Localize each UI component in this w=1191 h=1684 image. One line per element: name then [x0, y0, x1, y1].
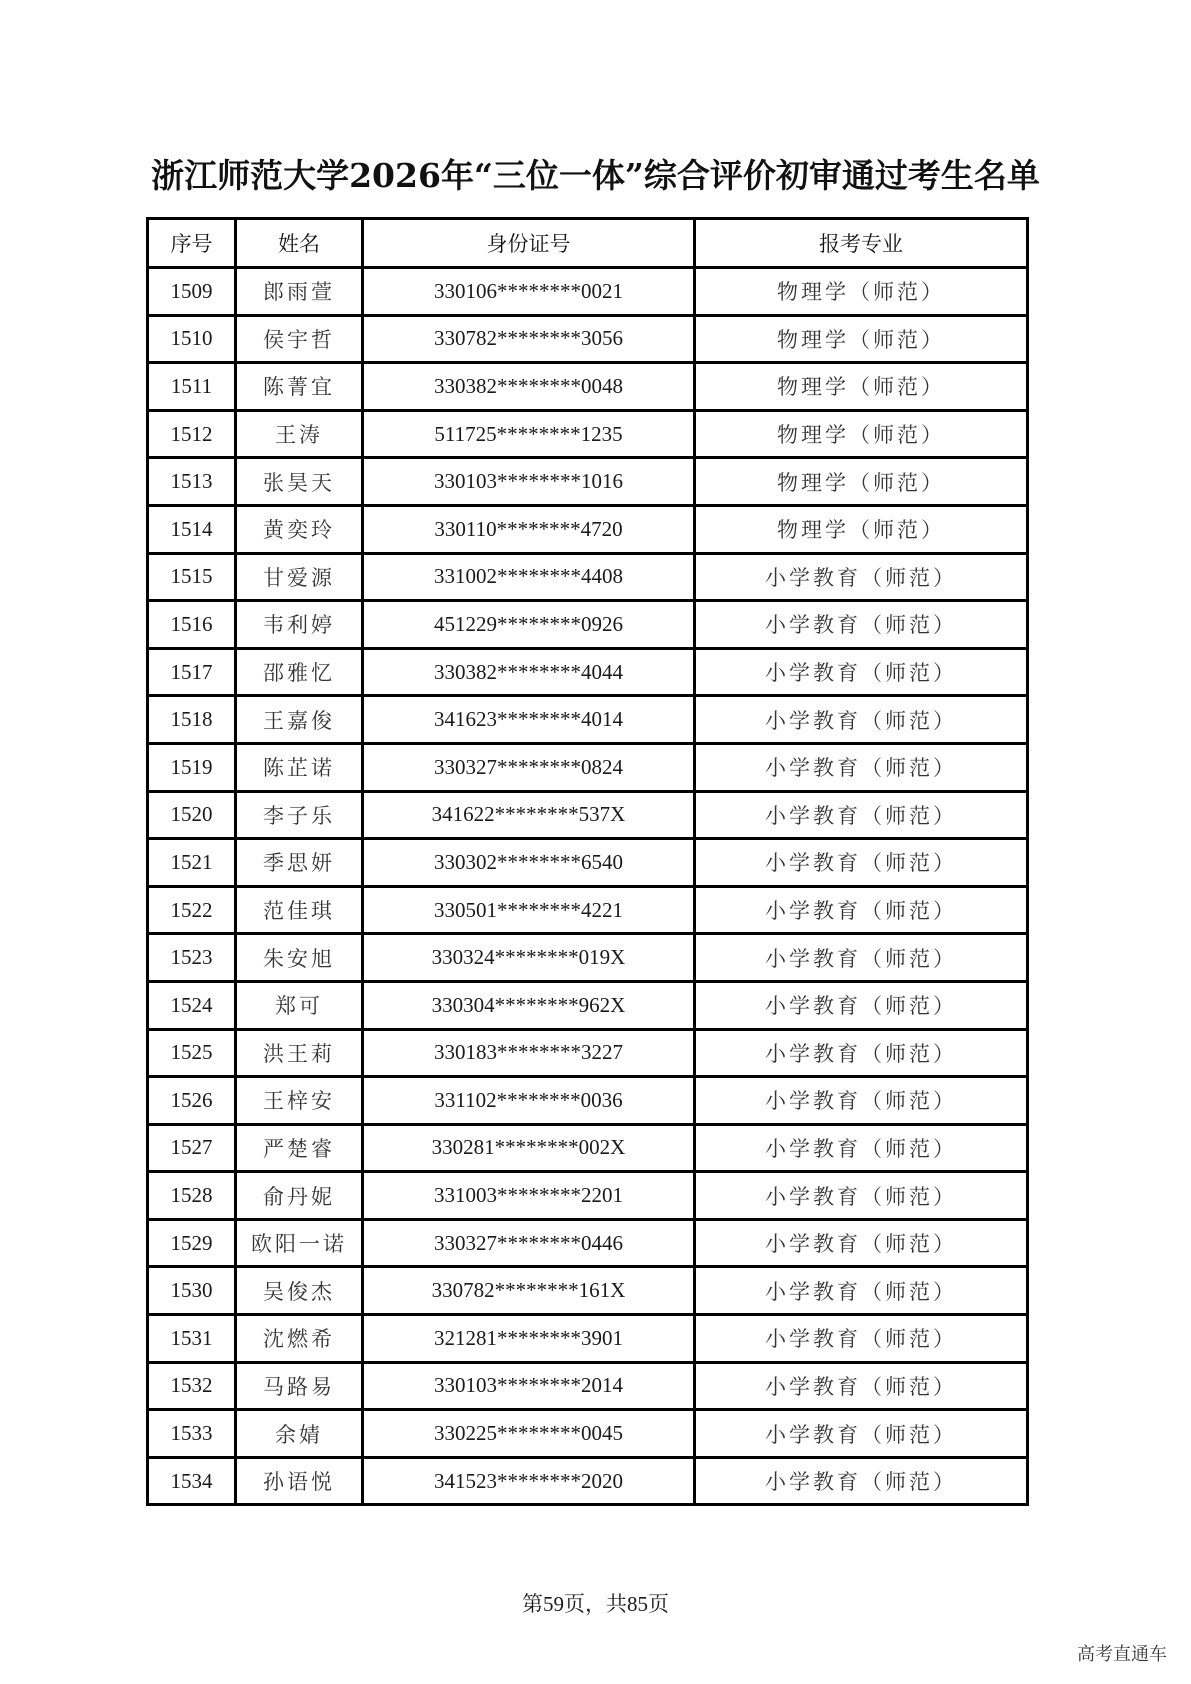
- row-seq: 1517: [148, 648, 236, 696]
- row-seq: 1527: [148, 1124, 236, 1172]
- header-name: 姓名: [236, 219, 363, 268]
- row-major: 小学教育（师范）: [695, 839, 1028, 887]
- table-row: [148, 791, 1028, 839]
- row-name: 侯宇哲: [236, 315, 363, 363]
- table-row: [148, 363, 1028, 411]
- row-id-number: 330782********161X: [363, 1267, 695, 1315]
- row-seq: 1523: [148, 934, 236, 982]
- table-row: [148, 648, 1028, 696]
- row-seq: 1516: [148, 601, 236, 649]
- row-major: 小学教育（师范）: [695, 696, 1028, 744]
- row-id-number: 330304********962X: [363, 981, 695, 1029]
- row-seq: 1521: [148, 839, 236, 887]
- row-id-number: 330327********0824: [363, 743, 695, 791]
- row-major: 小学教育（师范）: [695, 1172, 1028, 1220]
- table-row: [148, 1029, 1028, 1077]
- row-name: 郑可: [236, 981, 363, 1029]
- row-id-number: 330183********3227: [363, 1029, 695, 1077]
- row-name: 孙语悦: [236, 1457, 363, 1505]
- row-major: 物理学（师范）: [695, 268, 1028, 316]
- document-title: 浙江师范大学2026年“三位一体”综合评价初审通过考生名单: [151, 156, 1040, 195]
- row-name: 陈芷诺: [236, 743, 363, 791]
- row-id-number: 330281********002X: [363, 1124, 695, 1172]
- row-id-number: 330106********0021: [363, 268, 695, 316]
- row-major: 小学教育（师范）: [695, 648, 1028, 696]
- table-row: [148, 268, 1028, 316]
- row-major: 物理学（师范）: [695, 458, 1028, 506]
- table-row: [148, 553, 1028, 601]
- row-name: 黄奕玲: [236, 505, 363, 553]
- row-name: 沈燃希: [236, 1315, 363, 1363]
- table-row: [148, 696, 1028, 744]
- header-id: 身份证号: [363, 219, 695, 268]
- row-seq: 1532: [148, 1362, 236, 1410]
- row-name: 余婧: [236, 1410, 363, 1458]
- row-id-number: 511725********1235: [363, 410, 695, 458]
- row-major: 物理学（师范）: [695, 363, 1028, 411]
- table-row: [148, 1457, 1028, 1505]
- row-seq: 1520: [148, 791, 236, 839]
- row-name: 季思妍: [236, 839, 363, 887]
- table-row: [148, 1410, 1028, 1458]
- table-row: [148, 839, 1028, 887]
- row-id-number: 341523********2020: [363, 1457, 695, 1505]
- table-row: [148, 505, 1028, 553]
- table-row: [148, 886, 1028, 934]
- table-body: [148, 268, 1028, 1505]
- row-major: 小学教育（师范）: [695, 743, 1028, 791]
- row-id-number: 330382********0048: [363, 363, 695, 411]
- watermark: 高考直通车: [1077, 1644, 1167, 1665]
- row-id-number: 451229********0926: [363, 601, 695, 649]
- page-number: 第59页，共85页: [522, 1592, 669, 1616]
- table-row: [148, 934, 1028, 982]
- table-row: [148, 1077, 1028, 1125]
- row-seq: 1526: [148, 1077, 236, 1125]
- row-name: 欧阳一诺: [236, 1219, 363, 1267]
- table-row: [148, 981, 1028, 1029]
- row-name: 陈菁宜: [236, 363, 363, 411]
- row-major: 物理学（师范）: [695, 410, 1028, 458]
- row-major: 小学教育（师范）: [695, 1315, 1028, 1363]
- row-id-number: 331002********4408: [363, 553, 695, 601]
- table-row: [148, 1219, 1028, 1267]
- row-name: 甘爱源: [236, 553, 363, 601]
- table-header-row: [148, 219, 1028, 268]
- row-seq: 1519: [148, 743, 236, 791]
- row-name: 韦利婷: [236, 601, 363, 649]
- row-id-number: 330103********1016: [363, 458, 695, 506]
- row-seq: 1522: [148, 886, 236, 934]
- row-seq: 1534: [148, 1457, 236, 1505]
- row-seq: 1511: [148, 363, 236, 411]
- table-row: [148, 1362, 1028, 1410]
- row-major: 小学教育（师范）: [695, 1410, 1028, 1458]
- row-id-number: 330103********2014: [363, 1362, 695, 1410]
- row-seq: 1525: [148, 1029, 236, 1077]
- row-id-number: 330782********3056: [363, 315, 695, 363]
- row-id-number: 330327********0446: [363, 1219, 695, 1267]
- row-id-number: 330110********4720: [363, 505, 695, 553]
- row-name: 郎雨萱: [236, 268, 363, 316]
- row-major: 小学教育（师范）: [695, 886, 1028, 934]
- row-id-number: 330501********4221: [363, 886, 695, 934]
- row-id-number: 331102********0036: [363, 1077, 695, 1125]
- row-name: 吴俊杰: [236, 1267, 363, 1315]
- row-id-number: 341623********4014: [363, 696, 695, 744]
- row-id-number: 330382********4044: [363, 648, 695, 696]
- row-seq: 1533: [148, 1410, 236, 1458]
- row-name: 俞丹妮: [236, 1172, 363, 1220]
- row-major: 小学教育（师范）: [695, 1362, 1028, 1410]
- table-row: [148, 1267, 1028, 1315]
- row-seq: 1530: [148, 1267, 236, 1315]
- row-seq: 1529: [148, 1219, 236, 1267]
- row-major: 小学教育（师范）: [695, 1029, 1028, 1077]
- row-name: 王涛: [236, 410, 363, 458]
- row-seq: 1515: [148, 553, 236, 601]
- row-major: 小学教育（师范）: [695, 1077, 1028, 1125]
- row-id-number: 330225********0045: [363, 1410, 695, 1458]
- row-seq: 1531: [148, 1315, 236, 1363]
- row-name: 范佳琪: [236, 886, 363, 934]
- table-row: [148, 743, 1028, 791]
- row-name: 王嘉俊: [236, 696, 363, 744]
- row-name: 李子乐: [236, 791, 363, 839]
- table-row: [148, 315, 1028, 363]
- row-seq: 1509: [148, 268, 236, 316]
- row-name: 邵雅忆: [236, 648, 363, 696]
- table-row: [148, 458, 1028, 506]
- row-id-number: 331003********2201: [363, 1172, 695, 1220]
- row-id-number: 341622********537X: [363, 791, 695, 839]
- row-major: 物理学（师范）: [695, 315, 1028, 363]
- row-seq: 1514: [148, 505, 236, 553]
- row-name: 洪王莉: [236, 1029, 363, 1077]
- row-id-number: 330302********6540: [363, 839, 695, 887]
- row-name: 张昊天: [236, 458, 363, 506]
- row-major: 小学教育（师范）: [695, 1124, 1028, 1172]
- row-major: 小学教育（师范）: [695, 791, 1028, 839]
- header-seq: 序号: [148, 219, 236, 268]
- row-seq: 1518: [148, 696, 236, 744]
- row-seq: 1528: [148, 1172, 236, 1220]
- row-seq: 1524: [148, 981, 236, 1029]
- row-name: 马路易: [236, 1362, 363, 1410]
- row-seq: 1512: [148, 410, 236, 458]
- table-row: [148, 1315, 1028, 1363]
- row-major: 小学教育（师范）: [695, 1457, 1028, 1505]
- row-seq: 1510: [148, 315, 236, 363]
- row-major: 小学教育（师范）: [695, 553, 1028, 601]
- row-major: 小学教育（师范）: [695, 934, 1028, 982]
- row-id-number: 321281********3901: [363, 1315, 695, 1363]
- table-row: [148, 410, 1028, 458]
- row-major: 小学教育（师范）: [695, 981, 1028, 1029]
- row-major: 小学教育（师范）: [695, 601, 1028, 649]
- row-seq: 1513: [148, 458, 236, 506]
- row-id-number: 330324********019X: [363, 934, 695, 982]
- table-row: [148, 601, 1028, 649]
- row-name: 王梓安: [236, 1077, 363, 1125]
- table-row: [148, 1124, 1028, 1172]
- row-name: 严楚睿: [236, 1124, 363, 1172]
- row-major: 小学教育（师范）: [695, 1219, 1028, 1267]
- row-name: 朱安旭: [236, 934, 363, 982]
- candidate-table: [146, 217, 1029, 1506]
- row-major: 小学教育（师范）: [695, 1267, 1028, 1315]
- row-major: 物理学（师范）: [695, 505, 1028, 553]
- header-major: 报考专业: [695, 219, 1028, 268]
- table-row: [148, 1172, 1028, 1220]
